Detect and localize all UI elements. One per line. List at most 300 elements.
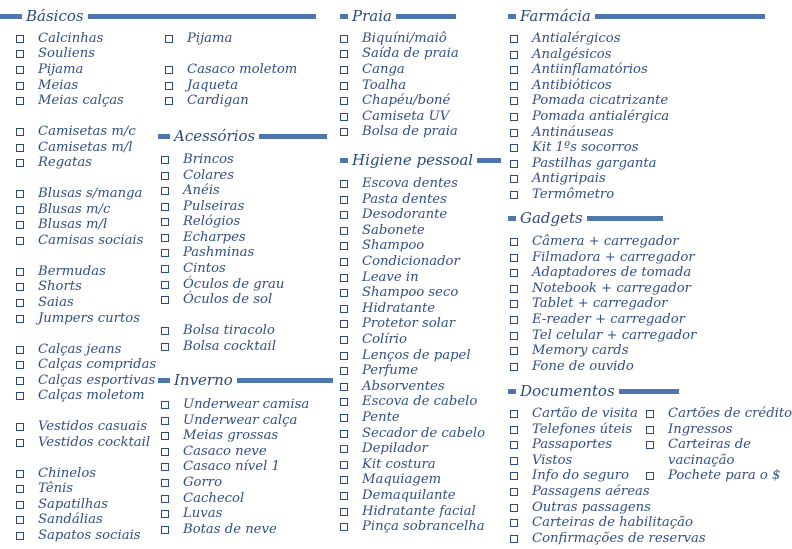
checklist-item[interactable] <box>340 207 447 223</box>
checklist-item[interactable] <box>646 406 792 422</box>
checklist-item[interactable] <box>16 217 107 233</box>
checkbox-icon[interactable] <box>161 327 169 335</box>
header-bar <box>595 14 765 19</box>
checkbox-icon[interactable] <box>16 501 24 509</box>
checklist-item[interactable] <box>16 481 73 497</box>
checkbox-icon[interactable] <box>340 258 348 266</box>
checklist-item-label: Brincos <box>183 152 234 167</box>
checkbox-icon[interactable] <box>161 156 169 164</box>
checklist-item[interactable] <box>16 264 106 280</box>
checklist-item[interactable] <box>16 155 92 171</box>
checklist-item[interactable] <box>646 437 766 468</box>
checkbox-icon[interactable] <box>510 300 518 308</box>
checklist-item-label: Saias <box>38 295 74 310</box>
checklist-item[interactable] <box>340 488 456 504</box>
checklist-item[interactable] <box>165 62 297 78</box>
checklist-item-label: Shampoo <box>362 238 425 254</box>
header-inverno <box>158 372 333 388</box>
checklist-item[interactable] <box>161 214 240 230</box>
checkbox-icon[interactable] <box>340 508 348 516</box>
checklist-item[interactable] <box>510 484 650 500</box>
checkbox-icon[interactable] <box>340 523 348 531</box>
checklist-item[interactable] <box>161 475 222 491</box>
checklist-item[interactable] <box>16 31 103 47</box>
checklist-item-label: Pinça sobrancelha <box>362 519 485 535</box>
checkbox-icon[interactable] <box>510 363 518 371</box>
checkbox-icon[interactable] <box>340 128 348 136</box>
checklist-item[interactable] <box>340 519 485 535</box>
checklist-item[interactable] <box>16 419 147 435</box>
checklist-item[interactable] <box>340 78 406 94</box>
checkbox-icon[interactable] <box>16 532 24 540</box>
checkbox-icon[interactable] <box>161 203 169 211</box>
checkbox-icon[interactable] <box>510 254 518 262</box>
checklist-item[interactable] <box>510 156 657 172</box>
checklist-item-label: Demaquilante <box>362 488 456 503</box>
checklist-item-label: Relógios <box>183 214 241 229</box>
checkbox-icon[interactable] <box>161 432 169 440</box>
header-bar <box>619 389 679 394</box>
checklist-item[interactable] <box>161 152 234 168</box>
checklist-item[interactable] <box>510 31 620 47</box>
checklist-item[interactable] <box>161 444 267 460</box>
checkbox-icon[interactable] <box>161 417 169 425</box>
checklist-item[interactable] <box>510 328 696 344</box>
checkbox-icon[interactable] <box>510 113 518 121</box>
checklist-item-label: Pente <box>362 410 400 425</box>
checklist-item[interactable] <box>340 363 418 379</box>
checklist-item[interactable] <box>340 31 447 47</box>
checkbox-icon[interactable] <box>16 315 24 323</box>
checklist-item[interactable] <box>165 31 232 47</box>
checklist-item[interactable] <box>510 531 706 547</box>
checklist-item[interactable] <box>16 93 124 109</box>
checkbox-icon[interactable] <box>510 488 518 496</box>
checkbox-icon[interactable] <box>510 82 518 90</box>
checkbox-icon[interactable] <box>510 332 518 340</box>
checkbox-icon[interactable] <box>16 82 24 90</box>
header-bar <box>340 14 348 19</box>
checkbox-icon[interactable] <box>510 66 518 74</box>
checkbox-icon[interactable] <box>165 97 173 105</box>
checkbox-icon[interactable] <box>510 426 518 434</box>
checkbox-icon[interactable] <box>510 238 518 246</box>
checklist-item[interactable] <box>161 428 278 444</box>
checklist-item-label: Absorventes <box>362 378 445 394</box>
checklist-item-label: Camisetas m/l <box>38 140 133 155</box>
checklist-item[interactable] <box>340 504 476 520</box>
checkbox-icon[interactable] <box>646 472 654 480</box>
section-title-documentos: Documentos <box>520 382 615 400</box>
checkbox-icon[interactable] <box>340 274 348 282</box>
checkbox-icon[interactable] <box>161 510 169 518</box>
checklist-item-label: Info do seguro <box>532 468 630 484</box>
checklist-item-label: Secador de cabelo <box>362 425 486 441</box>
checklist-item[interactable] <box>16 124 136 140</box>
checklist-item[interactable] <box>161 323 275 339</box>
checkbox-icon[interactable] <box>161 495 169 503</box>
checkbox-icon[interactable] <box>510 457 518 465</box>
checkbox-icon[interactable] <box>510 410 518 418</box>
checklist-item[interactable] <box>340 426 485 442</box>
checklist-item-label: Cartões de crédito <box>668 406 792 421</box>
checklist-item-label: Pomada antialérgica <box>532 109 670 124</box>
checklist-item-label: Calças esportivas <box>38 373 156 388</box>
checklist-item-label: Desodorante <box>362 207 448 223</box>
checklist-item[interactable] <box>16 466 96 482</box>
checklist-item[interactable] <box>165 93 249 109</box>
checkbox-icon[interactable] <box>646 426 654 434</box>
checklist-item[interactable] <box>340 379 445 395</box>
checklist-item[interactable] <box>340 176 458 192</box>
checklist-item[interactable] <box>161 245 254 261</box>
checklist-item[interactable] <box>340 472 441 488</box>
checklist-item[interactable] <box>340 457 436 473</box>
checklist-item[interactable] <box>510 422 632 438</box>
section-title-gadgets: Gadgets <box>520 209 583 227</box>
checkbox-icon[interactable] <box>165 35 173 43</box>
checklist-item[interactable] <box>161 459 280 475</box>
checkbox-icon[interactable] <box>16 206 24 214</box>
checklist-item[interactable] <box>340 410 400 426</box>
checklist-item[interactable] <box>16 512 103 528</box>
checklist-item[interactable] <box>161 168 234 184</box>
checkbox-icon[interactable] <box>16 377 24 385</box>
checklist-item[interactable] <box>161 261 226 277</box>
checkbox-icon[interactable] <box>340 320 348 328</box>
checklist-item[interactable] <box>16 62 83 78</box>
header-bar <box>587 216 663 221</box>
checkbox-icon[interactable] <box>16 283 24 291</box>
checklist-item[interactable] <box>16 528 141 544</box>
header-basicos <box>0 8 316 24</box>
checkbox-icon[interactable] <box>340 227 348 235</box>
checklist-item[interactable] <box>340 109 449 125</box>
checkbox-icon[interactable] <box>161 343 169 351</box>
checkbox-icon[interactable] <box>340 211 348 219</box>
checkbox-icon[interactable] <box>510 504 518 512</box>
checkbox-icon[interactable] <box>161 172 169 180</box>
checklist-item-label: Underwear calça <box>183 413 298 428</box>
checkbox-icon[interactable] <box>510 441 518 449</box>
checklist-item[interactable] <box>340 441 428 457</box>
checklist-item[interactable] <box>161 491 244 507</box>
checklist-item-label: Condicionador <box>362 254 460 269</box>
checklist-item[interactable] <box>161 522 277 538</box>
checklist-item-label: Confirmações de reservas <box>532 530 706 546</box>
checkbox-icon[interactable] <box>16 159 24 167</box>
checkbox-icon[interactable] <box>510 269 518 277</box>
checkbox-icon[interactable] <box>340 476 348 484</box>
checklist-item[interactable] <box>161 230 246 246</box>
checkbox-icon[interactable] <box>16 392 24 400</box>
checklist-item[interactable] <box>16 497 108 513</box>
checklist-item[interactable] <box>510 125 614 141</box>
checklist-item-label: Óculos de sol <box>183 292 273 307</box>
checklist-item-label: Meias <box>38 78 79 93</box>
checkbox-icon[interactable] <box>16 190 24 198</box>
section-title-farmacia: Farmácia <box>520 7 591 25</box>
checklist-item-label: Ingressos <box>668 422 733 437</box>
checklist-item[interactable] <box>340 332 407 348</box>
header-higiene <box>340 152 501 168</box>
checklist-item[interactable] <box>510 93 668 109</box>
header-documentos <box>508 383 679 399</box>
checkbox-icon[interactable] <box>510 35 518 43</box>
checklist-item[interactable] <box>510 109 669 125</box>
checklist-item[interactable] <box>340 316 455 332</box>
checklist-item-label: Camisas sociais <box>38 233 144 248</box>
checklist-item[interactable] <box>340 46 459 62</box>
checklist-item-label: Tel celular + carregador <box>532 327 697 343</box>
checkbox-icon[interactable] <box>161 463 169 471</box>
checklist-item[interactable] <box>16 357 156 373</box>
checklist-item[interactable] <box>16 233 143 249</box>
checklist-item-label: Carteiras de habilitação <box>532 515 693 531</box>
checkbox-icon[interactable] <box>510 144 518 152</box>
checklist-item-label: Tablet + carregador <box>532 296 668 312</box>
checkbox-icon[interactable] <box>340 430 348 438</box>
checklist-item-label: Vestidos casuais <box>38 419 148 434</box>
checkbox-icon[interactable] <box>16 423 24 431</box>
checklist-item[interactable] <box>16 78 78 94</box>
checklist-item-label: Pijama <box>187 31 233 46</box>
checkbox-icon[interactable] <box>161 401 169 409</box>
checkbox-icon[interactable] <box>340 97 348 105</box>
checkbox-icon[interactable] <box>646 410 654 418</box>
checklist-item[interactable] <box>16 311 140 327</box>
checklist-item[interactable] <box>510 281 691 297</box>
checklist-item-label: Depilador <box>362 441 428 457</box>
checklist-item-label: Antibióticos <box>532 77 612 93</box>
checklist-item[interactable] <box>510 515 693 531</box>
checklist-item[interactable] <box>510 437 612 453</box>
checkbox-icon[interactable] <box>510 191 518 199</box>
checklist-item[interactable] <box>161 292 272 308</box>
checkbox-icon[interactable] <box>16 237 24 245</box>
checklist-item[interactable] <box>510 234 679 250</box>
checklist-item[interactable] <box>510 171 606 187</box>
checklist-item[interactable] <box>340 192 447 208</box>
checklist-item-label: Canga <box>362 62 405 77</box>
checklist-item-label: Vistos <box>532 452 573 468</box>
checkbox-icon[interactable] <box>510 175 518 183</box>
checklist-item[interactable] <box>340 254 460 270</box>
checklist-item-label: Casaco neve <box>183 444 267 459</box>
checkbox-icon[interactable] <box>161 448 169 456</box>
checkbox-icon[interactable] <box>16 346 24 354</box>
checklist-item-label: Calcinhas <box>38 31 104 46</box>
checklist-item[interactable] <box>510 296 667 312</box>
checklist-item[interactable] <box>16 295 74 311</box>
checklist-item[interactable] <box>510 453 572 469</box>
checkbox-icon[interactable] <box>510 519 518 527</box>
checklist-item-label: Botas de neve <box>183 522 277 537</box>
checklist-item[interactable] <box>510 343 628 359</box>
checkbox-icon[interactable] <box>161 281 169 289</box>
checklist-item-label: Gorro <box>183 475 223 490</box>
header-bar <box>396 14 456 19</box>
checkbox-icon[interactable] <box>16 35 24 43</box>
checklist-item[interactable] <box>510 47 611 63</box>
checkbox-icon[interactable] <box>340 113 348 121</box>
checklist-item[interactable] <box>161 277 284 293</box>
checkbox-icon[interactable] <box>340 492 348 500</box>
checklist-item-label: Anéis <box>183 183 220 198</box>
checklist-item[interactable] <box>340 62 405 78</box>
checklist-item-label: Adaptadores de tomada <box>532 265 692 281</box>
checklist-item[interactable] <box>340 238 424 254</box>
checkbox-icon[interactable] <box>16 299 24 307</box>
checklist-item[interactable] <box>510 78 612 94</box>
checkbox-icon[interactable] <box>161 187 169 195</box>
checklist-item-label: Passagens aéreas <box>532 484 650 499</box>
checkbox-icon[interactable] <box>340 66 348 74</box>
checkbox-icon[interactable] <box>510 129 518 137</box>
checklist-item[interactable] <box>161 413 297 429</box>
checklist-item[interactable] <box>161 506 222 522</box>
checkbox-icon[interactable] <box>510 51 518 59</box>
checklist-item[interactable] <box>16 202 110 218</box>
checklist-item[interactable] <box>340 124 458 140</box>
checklist-item[interactable] <box>510 187 614 203</box>
checklist-item-label: Meias grossas <box>183 428 279 443</box>
checklist-item[interactable] <box>510 250 695 266</box>
checklist-item[interactable] <box>510 312 685 328</box>
checkbox-icon[interactable] <box>165 66 173 74</box>
checkbox-icon[interactable] <box>340 461 348 469</box>
checklist-item[interactable] <box>510 265 691 281</box>
checklist-item[interactable] <box>340 394 477 410</box>
checklist-item[interactable] <box>165 78 238 94</box>
checkbox-icon[interactable] <box>161 265 169 273</box>
checklist-item[interactable] <box>646 422 733 438</box>
checklist-item-label: Bolsa tiracolo <box>183 323 275 338</box>
checklist-item[interactable] <box>161 199 244 215</box>
checklist-item[interactable] <box>16 373 155 389</box>
checkbox-icon[interactable] <box>340 242 348 250</box>
checkbox-icon[interactable] <box>340 398 348 406</box>
checkbox-icon[interactable] <box>16 361 24 369</box>
checklist-item-label: Camiseta UV <box>362 109 450 124</box>
checkbox-icon[interactable] <box>161 526 169 534</box>
checklist-item-label: Pasta dentes <box>362 191 447 207</box>
checklist-item[interactable] <box>510 406 638 422</box>
checklist-item-label: Bolsa de praia <box>362 124 458 139</box>
checkbox-icon[interactable] <box>510 160 518 168</box>
checkbox-icon[interactable] <box>16 221 24 229</box>
checklist-item[interactable] <box>340 301 435 317</box>
checkbox-icon[interactable] <box>510 535 518 543</box>
checklist-item-label: Saída de praia <box>362 46 459 61</box>
checkbox-icon[interactable] <box>16 66 24 74</box>
checklist-item[interactable] <box>16 279 82 295</box>
checkbox-icon[interactable] <box>16 97 24 105</box>
header-bar <box>158 134 170 139</box>
checkbox-icon[interactable] <box>340 289 348 297</box>
checkbox-icon[interactable] <box>161 218 169 226</box>
checklist-item[interactable] <box>161 339 276 355</box>
checklist-item[interactable] <box>646 468 780 484</box>
checkbox-icon[interactable] <box>16 439 24 447</box>
checklist-item-label: Meias calças <box>38 93 124 108</box>
checkbox-icon[interactable] <box>165 82 173 90</box>
checkbox-icon[interactable] <box>16 485 24 493</box>
checkbox-icon[interactable] <box>340 50 348 58</box>
checkbox-icon[interactable] <box>16 470 24 478</box>
checklist-item-label: Escova de cabelo <box>362 394 478 410</box>
checkbox-icon[interactable] <box>16 128 24 136</box>
checklist-item-label: Pijama <box>38 62 84 77</box>
header-bar <box>340 158 348 163</box>
checkbox-icon[interactable] <box>16 268 24 276</box>
checkbox-icon[interactable] <box>340 305 348 313</box>
checkbox-icon[interactable] <box>646 441 654 449</box>
checklist-item[interactable] <box>16 435 150 451</box>
checklist-item[interactable] <box>16 186 142 202</box>
checkbox-icon[interactable] <box>340 383 348 391</box>
checkbox-icon[interactable] <box>16 144 24 152</box>
checklist-item[interactable] <box>340 223 425 239</box>
checklist-item[interactable] <box>16 388 145 404</box>
checklist-item[interactable] <box>510 500 651 516</box>
checklist-item-label: Calças jeans <box>38 342 122 357</box>
checklist-item[interactable] <box>340 348 471 364</box>
checkbox-icon[interactable] <box>510 316 518 324</box>
checklist-item[interactable] <box>161 183 220 199</box>
checkbox-icon[interactable] <box>340 336 348 344</box>
checklist-item[interactable] <box>161 397 309 413</box>
checkbox-icon[interactable] <box>16 50 24 58</box>
checkbox-icon[interactable] <box>161 479 169 487</box>
checklist-item[interactable] <box>340 270 419 286</box>
checklist-item-label: E-reader + carregador <box>532 312 685 327</box>
header-gadgets <box>508 210 663 226</box>
checkbox-icon[interactable] <box>161 249 169 257</box>
checkbox-icon[interactable] <box>340 35 348 43</box>
header-acessorios <box>158 128 327 144</box>
checklist-item-label: Sabonete <box>362 222 425 238</box>
checklist-item[interactable] <box>340 93 450 109</box>
checkbox-icon[interactable] <box>161 296 169 304</box>
checkbox-icon[interactable] <box>510 347 518 355</box>
checklist-item[interactable] <box>510 359 634 375</box>
header-praia <box>340 8 456 24</box>
checklist-item[interactable] <box>510 62 648 78</box>
checklist-item-label: Outras passagens <box>532 499 651 515</box>
checklist-item[interactable] <box>16 342 121 358</box>
checkbox-icon[interactable] <box>16 516 24 524</box>
checkbox-icon[interactable] <box>510 285 518 293</box>
checkbox-icon[interactable] <box>510 97 518 105</box>
checklist-item[interactable] <box>340 285 458 301</box>
checkbox-icon[interactable] <box>340 180 348 188</box>
checkbox-icon[interactable] <box>340 367 348 375</box>
checklist-item[interactable] <box>16 140 133 156</box>
checklist-item[interactable] <box>510 468 629 484</box>
checkbox-icon[interactable] <box>340 445 348 453</box>
checklist-item[interactable] <box>510 140 638 156</box>
checkbox-icon[interactable] <box>340 82 348 90</box>
checklist-item[interactable] <box>16 46 95 62</box>
checkbox-icon[interactable] <box>340 414 348 422</box>
checkbox-icon[interactable] <box>340 196 348 204</box>
header-bar <box>508 14 516 19</box>
checklist-item-label: Filmadora + carregador <box>532 249 695 265</box>
checkbox-icon[interactable] <box>510 472 518 480</box>
checkbox-icon[interactable] <box>340 352 348 360</box>
checkbox-icon[interactable] <box>161 234 169 242</box>
